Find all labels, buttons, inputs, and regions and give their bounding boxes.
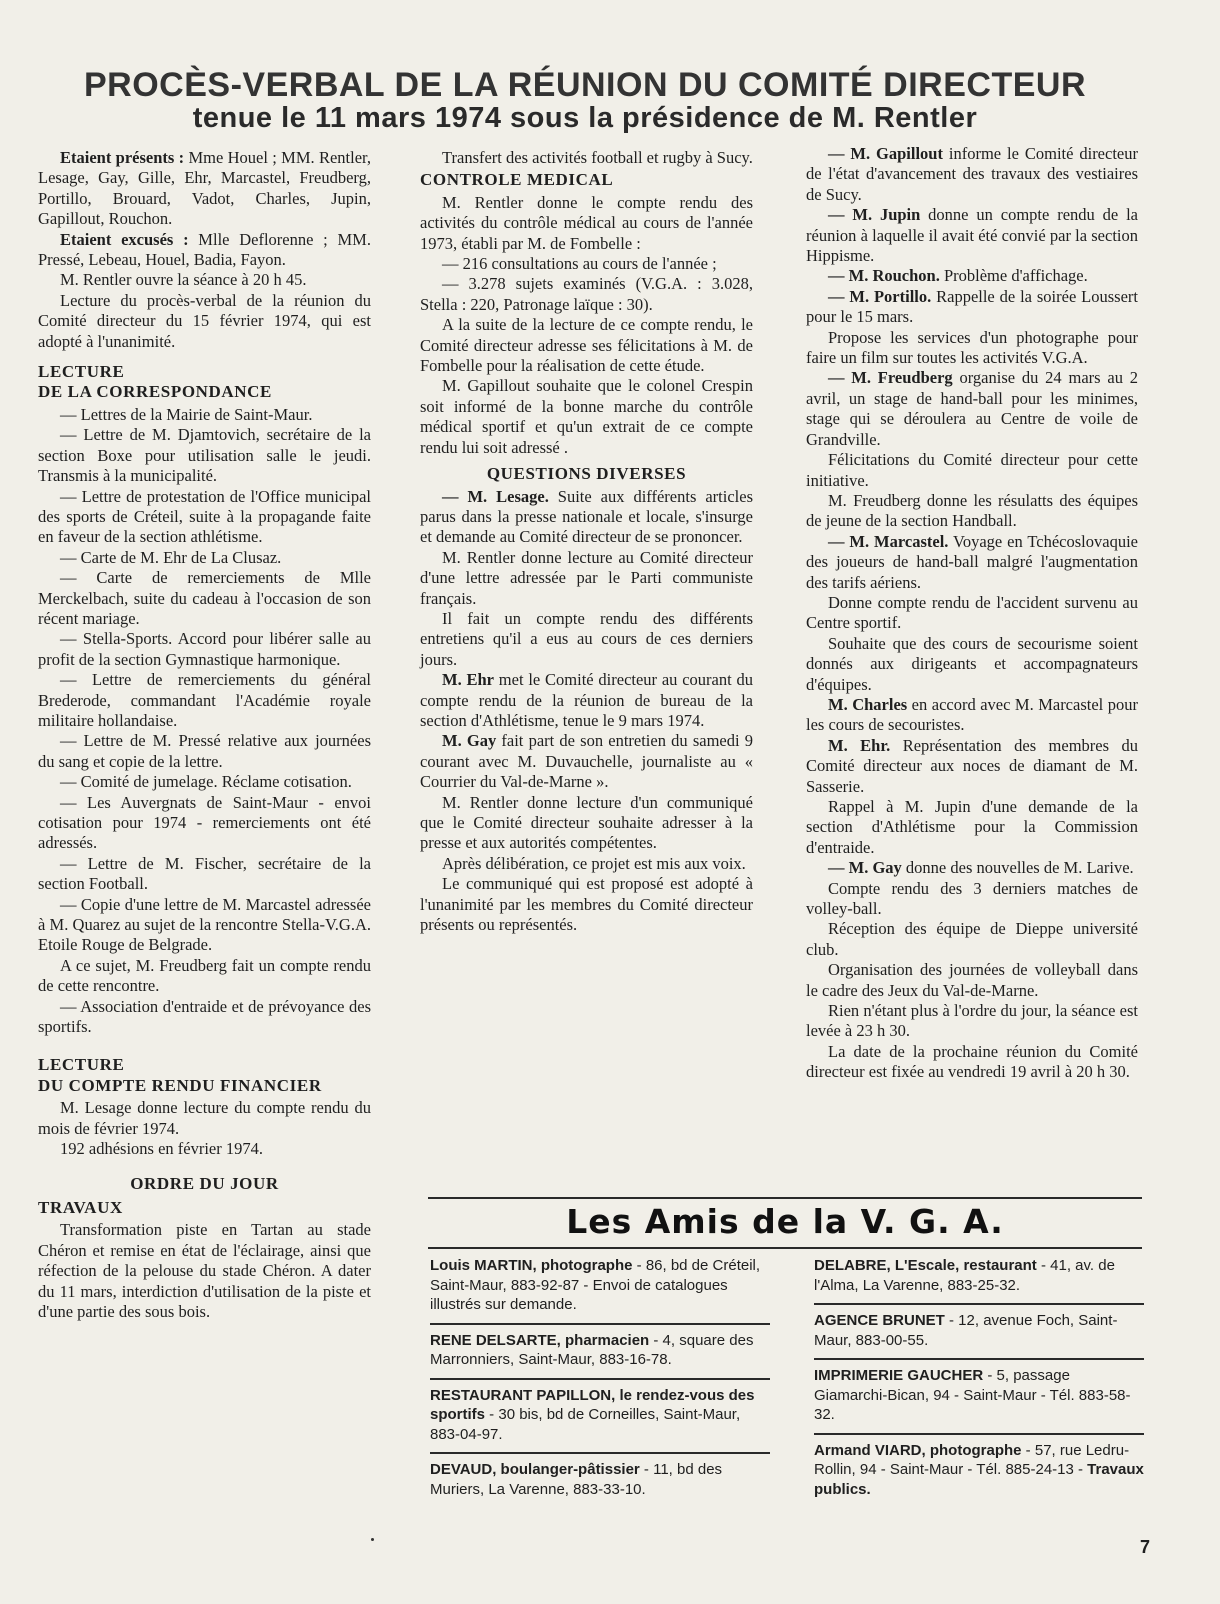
- paragraph: M. Ehr. Représentation des membres du Comité directeur aux noces de diamant de M. Sasserie.: [806, 735, 1138, 796]
- paragraph: M. Rentler ouvre la séance à 20 h 45.: [60, 270, 307, 290]
- ad-item: RESTAURANT PAPILLON, le rendez-vous des sportifs - 30 bis, bd de Corneilles, Saint-Maur, 883-04-97.: [430, 1380, 770, 1455]
- paragraph: — 216 consultations au cours de l'année ;: [442, 254, 717, 274]
- paragraph: M. Rentler donne le compte rendu des activités du contrôle médical au cours de l'année 1973, établi par M. de Fombelle :: [420, 192, 753, 253]
- paragraph: Rien n'étant plus à l'ordre du jour, la séance est levée à 23 h 30.: [806, 1001, 1138, 1041]
- paragraph: M. Lesage donne lecture du compte rendu du mois de février 1974.: [38, 1098, 371, 1138]
- section-heading-medical: CONTROLE MEDICAL: [420, 170, 614, 190]
- list-item: — Carte de M. Ehr de La Clusaz.: [60, 547, 282, 567]
- paragraph: Transfert des activités football et rugby à Sucy.: [442, 148, 753, 167]
- paragraph: — M. Jupin donne un compte rendu de la réunion à laquelle il avait été convié par la section Hippisme.: [806, 205, 1138, 266]
- list-item: — Comité de jumelage. Réclame cotisation.: [60, 772, 352, 792]
- paragraph: Rappel à M. Jupin d'une demande de la section d'Athlétisme pour la Commission d'entraide.: [806, 797, 1138, 857]
- section-heading-financier: LECTURE DU COMPTE RENDU FINANCIER: [38, 1055, 322, 1095]
- paragraph: Etaient présents : Mme Houel ; MM. Rentler, Lesage, Gay, Gille, Ehr, Marcastel, Freudberg, Portillo, Brouard, Vadot, Charles, Jupin, Gapillout, Rouchon.: [38, 148, 372, 229]
- paragraph: — M. Portillo. Rappelle de la soirée Loussert pour le 15 mars.: [806, 286, 1138, 327]
- page-number: 7: [1140, 1537, 1151, 1557]
- paragraph: — M. Gay donne des nouvelles de M. Larive.: [828, 858, 1134, 878]
- paragraph: — M. Gapillout informe le Comité directeur de l'état d'avancement des travaux des vestiaires de Sucy.: [806, 144, 1138, 204]
- paragraph: Félicitations du Comité directeur pour cette initiative.: [806, 450, 1138, 490]
- paragraph: La date de la prochaine réunion du Comité directeur est fixée au vendredi 19 avril à 20 h 30.: [806, 1041, 1138, 1082]
- ads-top-rule: [428, 1197, 1142, 1199]
- ad-item: DEVAUD, boulanger-pâtissier - 11, bd des Muriers, La Varenne, 883-33-10.: [430, 1461, 723, 1498]
- paragraph: M. Charles en accord avec M. Marcastel pour les cours de secouristes.: [806, 694, 1138, 735]
- list-item: — Carte de remerciements de Mlle Merckelbach, suite du cadeau à l'occasion de son récent mariage.: [38, 568, 371, 628]
- paragraph: Le communiqué qui est proposé est adopté à l'unanimité par les membres du Comité directeur présents ou représentés.: [420, 874, 753, 935]
- paragraph: Compte rendu des 3 derniers matches de volley-ball.: [806, 878, 1138, 919]
- paragraph: — M. Lesage. Suite aux différents articles parus dans la presse nationale et locale, s'insurge et demande au Comité directeur de se prononcer.: [420, 486, 753, 547]
- paragraph: Il fait un compte rendu des différents entretiens qu'il a eus au cours de ces derniers jours.: [420, 608, 753, 669]
- page-title: PROCÈS-VERBAL DE LA RÉUNION DU COMITÉ DIRECTEUR: [84, 66, 1086, 104]
- paragraph: M. Rentler donne lecture au Comité directeur d'une lettre adressée par le Parti communiste français.: [420, 547, 753, 608]
- list-item: — Lettre de remerciements du général Brederode, commandant l'Académie royale militaire hollandaise.: [38, 670, 371, 730]
- ad-item: Armand VIARD, photographe - 57, rue Ledru-Rollin, 94 - Saint-Maur - Tél. 885-24-13 - Travaux publics.: [814, 1441, 1144, 1498]
- paragraph: Souhaite que des cours de secourisme soient donnés aux dirigeants et accompagnateurs d'équipes.: [806, 633, 1138, 694]
- ad-item: DELABRE, L'Escale, restaurant - 41, av. de l'Alma, La Varenne, 883-25-32.: [814, 1250, 1144, 1305]
- list-item: — Lettre de M. Fischer, secrétaire de la section Football.: [38, 853, 371, 894]
- list-item: — Lettres de la Mairie de Saint-Maur.: [60, 404, 313, 424]
- paragraph: Donne compte rendu de l'accident survenu au Centre sportif.: [806, 592, 1138, 633]
- ads-column-left: [430, 1250, 770, 1507]
- ink-dot: [371, 1538, 374, 1541]
- paragraph: Après délibération, ce projet est mis aux voix.: [442, 853, 746, 873]
- list-item: — Association d'entraide et de prévoyance des sportifs.: [38, 996, 371, 1037]
- paragraph: M. Freudberg donne les résulatts des équipes de jeune de la section Handball.: [806, 490, 1138, 531]
- list-item: A ce sujet, M. Freudberg fait un compte rendu de cette rencontre.: [38, 955, 371, 996]
- paragraph: Organisation des journées de volleyball dans le cadre des Jeux du Val-de-Marne.: [806, 960, 1138, 1000]
- ads-title-rule: [428, 1247, 1142, 1249]
- paragraph: M. Ehr met le Comité directeur au courant du compte rendu de la réunion de bureau de la section d'Athlétisme, tenue le 9 mars 1974.: [420, 670, 753, 730]
- ads-title: Les Amis de la V. G. A.: [566, 1202, 1004, 1241]
- ad-item: AGENCE BRUNET - 12, avenue Foch, Saint-Maur, 883-00-55.: [814, 1305, 1144, 1360]
- paragraph: Etaient excusés : Mlle Deflorenne ; MM. Pressé, Lebeau, Houel, Badia, Fayon.: [38, 229, 371, 270]
- ad-item: Louis MARTIN, photographe - 86, bd de Créteil, Saint-Maur, 883-92-87 - Envoi de catalogues illustrés sur demande.: [430, 1250, 770, 1325]
- section-heading-correspondance: LECTURE DE LA CORRESPONDANCE: [38, 362, 272, 402]
- paragraph: Transformation piste en Tartan au stade Chéron et remise en état de l'éclairage, ainsi que réfection de la pelouse du stade Chéron. A dater du 11 mars, interdiction d'utilisation de la piste et d'une partie des sous bois.: [38, 1220, 371, 1321]
- paragraph: Lecture du procès-verbal de la réunion du Comité directeur du 15 février 1974, qui est adopté à l'unanimité.: [38, 290, 371, 351]
- ad-item: IMPRIMERIE GAUCHER - 5, passage Giamarchi-Bican, 94 - Saint-Maur - Tél. 883-58-32.: [814, 1360, 1144, 1435]
- section-heading-travaux: TRAVAUX: [38, 1197, 123, 1217]
- paragraph: — M. Rouchon. Problème d'affichage.: [828, 266, 1088, 286]
- ads-column-right: [814, 1250, 1144, 1507]
- page-subtitle: tenue le 11 mars 1974 sous la présidence de M. Rentler: [192, 102, 978, 134]
- list-item: — Stella-Sports. Accord pour libérer salle au profit de la section Gymnastique harmonique.: [38, 629, 371, 669]
- list-item: — Lettre de M. Pressé relative aux journées du sang et copie de la lettre.: [38, 731, 371, 771]
- column-1: [38, 148, 371, 1322]
- list-item: — Lettre de M. Djamtovich, secrétaire de la section Boxe pour utilisation salle le jeudi. Transmis à la municipalité.: [38, 425, 371, 486]
- paragraph: M. Rentler donne lecture d'un communiqué que le Comité directeur souhaite adresser à la presse et aux autorités compétentes.: [420, 792, 753, 853]
- list-item: — Lettre de protestation de l'Office municipal des sports de Créteil, suite à la propagande faite en faveur de la section athlétisme.: [38, 486, 371, 547]
- list-item: — Les Auvergnats de Saint-Maur - envoi cotisation pour 1974 - remerciements ont été adressés.: [38, 792, 371, 853]
- section-heading-ordre: ORDRE DU JOUR: [130, 1173, 279, 1193]
- paragraph: M. Gapillout souhaite que le colonel Crespin soit informé de la bonne marche du contrôle médical sportif et qu'un extrait de ce compte rendu lui soit adressé .: [420, 376, 753, 457]
- paragraph: Propose les services d'un photographe pour faire un film sur toutes les activités V.G.A.: [806, 327, 1138, 368]
- paragraph: M. Gay fait part de son entretien du samedi 9 courant avec M. Duvauchelle, journaliste au « Courrier du Val-de-Marne ».: [420, 731, 753, 792]
- section-heading-questions: QUESTIONS DIVERSES: [486, 464, 687, 484]
- paragraph: — M. Freudberg organise du 24 mars au 2 avril, un stage de hand-ball pour les minimes, stage qui se déroulera au Centre de voile de Grandville.: [806, 368, 1138, 449]
- paragraph: A la suite de la lecture de ce compte rendu, le Comité directeur adresse ses félicitations à M. de Fombelle pour la réalisation de cette étude.: [420, 315, 753, 376]
- paragraph: Réception des équipe de Dieppe université club.: [806, 919, 1138, 959]
- list-item: — Copie d'une lettre de M. Marcastel adressée à M. Quarez au sujet de la rencontre Stella-V.G.A. Etoile Rouge de Belgrade.: [38, 894, 371, 955]
- column-3: [806, 144, 1138, 1083]
- column-2: [420, 148, 753, 935]
- paragraph: — M. Marcastel. Voyage en Tchécoslovaquie des joueurs de hand-ball malgré l'augmentation des tarifs aériens.: [806, 531, 1138, 592]
- paragraph: 192 adhésions en février 1974.: [60, 1139, 263, 1159]
- ad-item: RENE DELSARTE, pharmacien - 4, square des Marronniers, Saint-Maur, 883-16-78.: [430, 1325, 770, 1380]
- paragraph: — 3.278 sujets examinés (V.G.A. : 3.028, Stella : 220, Patronage laïque : 30).: [420, 274, 753, 314]
